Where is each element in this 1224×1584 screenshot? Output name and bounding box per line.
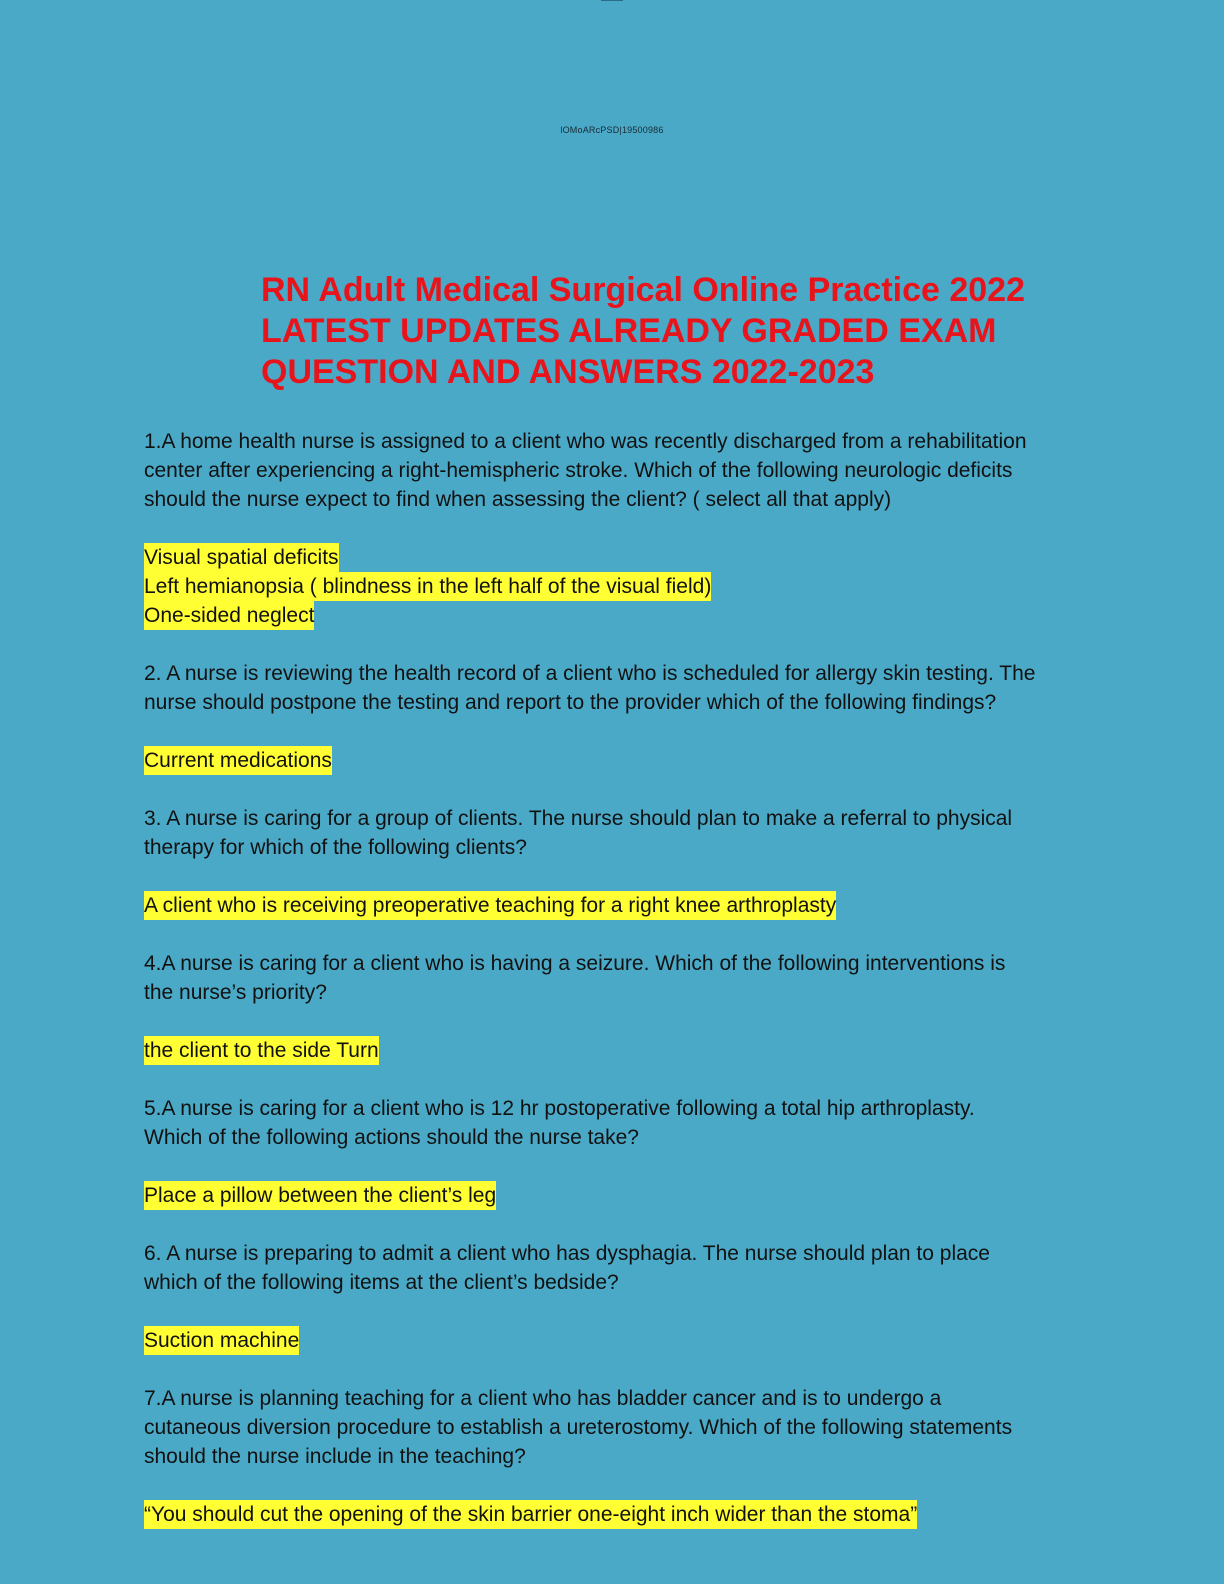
highlighted-answer: the client to the side Turn xyxy=(144,1036,379,1065)
question-line: 2. A nurse is reviewing the health record of a client who is scheduled for allergy skin testing. The xyxy=(144,662,1036,685)
question-text xyxy=(144,1094,1084,1152)
question-line: 6. A nurse is preparing to admit a client who has dysphagia. The nurse should plan to place xyxy=(144,1242,990,1265)
question-line: center after experiencing a right-hemispheric stroke. Which of the following neurologic deficits xyxy=(144,459,1013,482)
highlighted-answer: One-sided neglect xyxy=(144,601,314,630)
answer-group xyxy=(144,1326,1084,1355)
question-item xyxy=(144,804,1084,920)
question-line: the nurse’s priority? xyxy=(144,981,327,1004)
question-line: should the nurse expect to find when assessing the client? ( select all that apply) xyxy=(144,488,892,511)
document-title xyxy=(261,270,1161,393)
question-line: nurse should postpone the testing and report to the provider which of the following findings? xyxy=(144,691,997,714)
question-line: 3. A nurse is caring for a group of clients. The nurse should plan to make a referral to physical xyxy=(144,807,1013,830)
question-line: 1.A home health nurse is assigned to a client who was recently discharged from a rehabilitation xyxy=(144,430,1027,453)
answer-group xyxy=(144,891,1084,920)
title-line: QUESTION AND ANSWERS 2022-2023 xyxy=(261,353,875,391)
question-item xyxy=(144,427,1084,630)
answer-group xyxy=(144,1500,1084,1529)
question-list xyxy=(144,427,1084,1558)
question-item xyxy=(144,1384,1084,1529)
question-line: which of the following items at the client’s bedside? xyxy=(144,1271,619,1294)
question-text xyxy=(144,1239,1084,1297)
question-line: 5.A nurse is caring for a client who is 12 hr postoperative following a total hip arthroplasty. xyxy=(144,1097,975,1120)
highlighted-answer: “You should cut the opening of the skin barrier one-eight inch wider than the stoma” xyxy=(144,1500,917,1529)
document-id: lOMoARcPSD|19500986 xyxy=(560,125,664,135)
question-text xyxy=(144,427,1084,514)
highlighted-answer: Visual spatial deficits xyxy=(144,543,339,572)
question-line: therapy for which of the following clients? xyxy=(144,836,527,859)
question-item xyxy=(144,659,1084,775)
question-item xyxy=(144,1239,1084,1355)
answer-group xyxy=(144,746,1084,775)
highlighted-answer: A client who is receiving preoperative teaching for a right knee arthroplasty xyxy=(144,891,836,920)
question-item xyxy=(144,949,1084,1065)
highlighted-answer: Suction machine xyxy=(144,1326,299,1355)
highlighted-answer: Current medications xyxy=(144,746,332,775)
question-line: 4.A nurse is caring for a client who is having a seizure. Which of the following interventions is xyxy=(144,952,1006,975)
question-line: Which of the following actions should the nurse take? xyxy=(144,1126,639,1149)
question-line: cutaneous diversion procedure to establish a ureterostomy. Which of the following statements xyxy=(144,1416,1013,1439)
answer-group xyxy=(144,1181,1084,1210)
question-text xyxy=(144,659,1084,717)
question-item xyxy=(144,1094,1084,1210)
question-line: should the nurse include in the teaching? xyxy=(144,1445,526,1468)
title-line: RN Adult Medical Surgical Online Practice 2022 xyxy=(261,271,1025,309)
question-line: 7.A nurse is planning teaching for a client who has bladder cancer and is to undergo a xyxy=(144,1387,942,1410)
title-line: LATEST UPDATES ALREADY GRADED EXAM xyxy=(261,312,997,350)
answer-group xyxy=(144,1036,1084,1065)
question-text xyxy=(144,949,1084,1007)
question-text xyxy=(144,804,1084,862)
top-edge-mark xyxy=(601,0,623,1)
answer-group xyxy=(144,543,1084,630)
highlighted-answer: Place a pillow between the client’s leg xyxy=(144,1181,496,1210)
highlighted-answer: Left hemianopsia ( blindness in the left half of the visual field) xyxy=(144,572,711,601)
question-text xyxy=(144,1384,1084,1471)
